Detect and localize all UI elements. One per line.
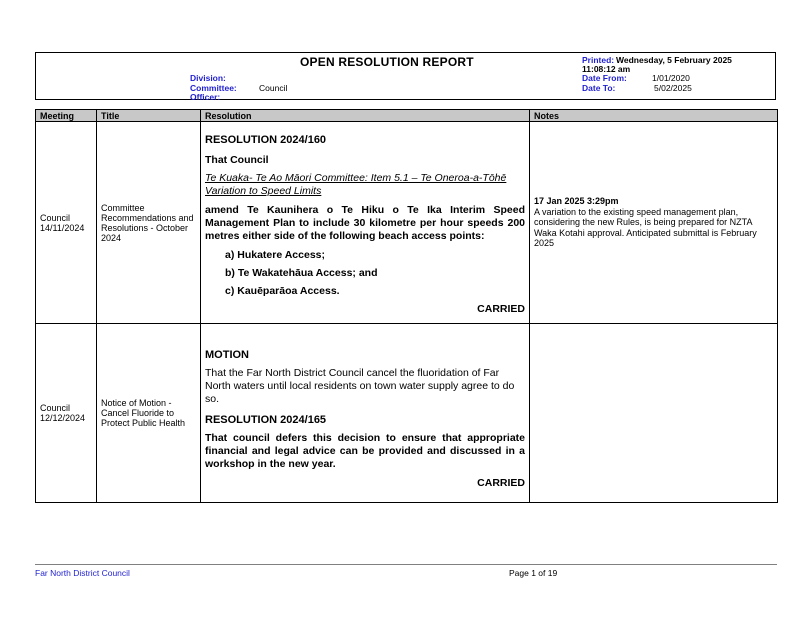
meeting-date: 12/12/2024	[40, 413, 86, 423]
col-header-notes: Notes	[530, 110, 778, 122]
printed-time: 11:08:12 am	[582, 64, 631, 74]
resolution-subitem: c) Kauēparāoa Access.	[225, 285, 340, 297]
notes-cell	[530, 122, 778, 324]
page-number: Page 1 of 19	[509, 568, 558, 578]
footer-divider	[35, 564, 777, 565]
resolution-table	[35, 109, 778, 503]
motion-heading: MOTION	[205, 349, 249, 361]
report-title: OPEN RESOLUTION REPORT	[300, 55, 474, 69]
note-date: 17 Jan 2025 3:29pm	[534, 196, 619, 207]
table-row	[36, 324, 778, 503]
resolution-intro: That Council	[205, 154, 269, 166]
date-to-value: 5/02/2025	[654, 83, 692, 93]
printed-label: Printed:	[582, 55, 615, 65]
col-header-resolution: Resolution	[201, 110, 530, 122]
meeting-name: Council	[40, 212, 71, 223]
resolution-heading: RESOLUTION 2024/165	[205, 414, 327, 426]
resolution-cell	[201, 324, 530, 503]
note-text: A variation to the existing speed management plan, considering the new Rules, is being prepared for NZTA Waka Kotahi approval. Anticipated submittal is February 2025	[534, 206, 757, 249]
carried-label: CARRIED	[477, 477, 525, 489]
date-to-label: Date To:	[582, 83, 616, 93]
title-cell: Committee Recommendations and Resolutions - October 2024	[97, 122, 201, 324]
meeting-date: 14/11/2024	[40, 222, 85, 233]
resolution-subitem: a) Hukatere Access;	[225, 249, 325, 261]
resolution-heading: RESOLUTION 2024/160	[205, 134, 327, 146]
date-from-label: Date From:	[582, 73, 627, 83]
col-header-meeting: Meeting	[36, 110, 97, 122]
committee-value: Council	[259, 83, 288, 93]
resolution-item-ref: Te Kuaka- Te Ao Māori Committee: Item 5.1 – Te Oneroa-a-Tōhē Variation to Speed Limits	[205, 172, 507, 197]
committee-label: Committee:	[190, 83, 237, 93]
resolution-cell	[201, 122, 530, 324]
resolution-body: amend Te Kaunihera o Te Hiku o Te Ika Interim Speed Management Plan to include 30 kilometre per hour speeds 200 metres either side of the following beach access points:	[205, 204, 525, 242]
officer-label: Officer:	[190, 92, 221, 102]
title-cell: Notice of Motion - Cancel Fluoride to Protect Public Health	[97, 324, 201, 503]
notes-cell	[530, 324, 778, 503]
carried-label: CARRIED	[477, 303, 525, 315]
meeting-cell	[36, 324, 97, 503]
meeting-name: Council	[40, 403, 71, 413]
col-header-title: Title	[97, 110, 201, 122]
table-row	[36, 122, 778, 324]
resolution-subitem: b) Te Wakatehāua Access; and	[225, 267, 378, 279]
date-from-value: 1/01/2020	[652, 73, 690, 83]
table-header-row	[36, 110, 778, 122]
motion-text: That the Far North District Council cancel the fluoridation of Far North waters until local residents on town water supply agree to do so.	[205, 367, 515, 405]
footer-organisation: Far North District Council	[35, 568, 130, 578]
resolution-body: That council defers this decision to ensure that appropriate financial and legal advice can be provided and discussed in a workshop in the new year.	[205, 432, 525, 470]
meeting-cell	[36, 122, 97, 324]
division-label: Division:	[190, 73, 226, 83]
printed-date: Wednesday, 5 February 2025	[616, 55, 732, 65]
